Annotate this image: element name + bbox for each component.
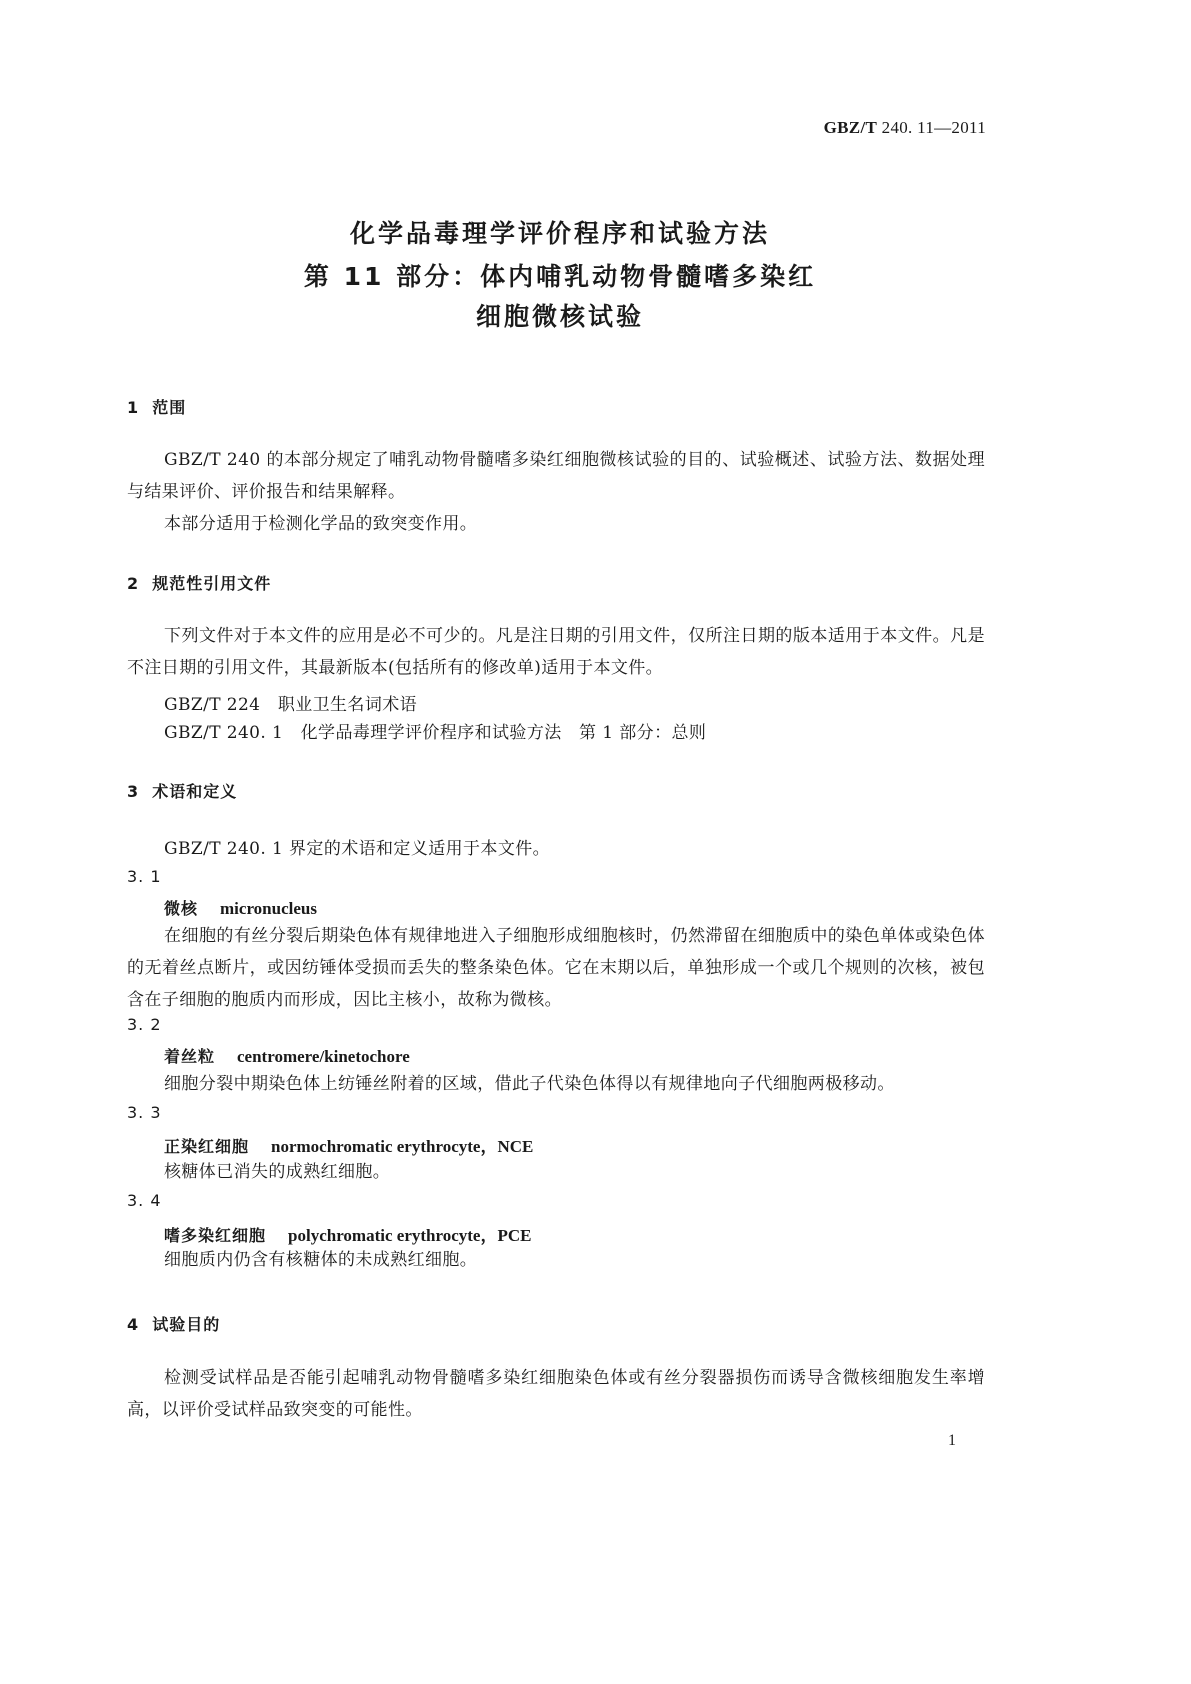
title-line-3: 细胞微核试验 — [475, 302, 644, 331]
section-2-intro-text: 下列文件对于本文件的应用是必不可少的。凡是注日期的引用文件，仅所注日期的版本适用于本文件。凡是不注日期的引用文件，其最新版本(包括所有的修改单)适用于本文件。 — [127, 626, 985, 678]
standard-code-prefix: GBZ/T — [823, 118, 878, 137]
section-1-heading: 1 范围 — [127, 398, 187, 417]
section-1-paragraph — [127, 444, 985, 540]
section-4-heading: 4 试验目的 — [127, 1315, 221, 1334]
normative-reference-2: GBZ/T 240. 1 化学品毒理学评价程序和试验方法 第 1 部分：总则 — [164, 723, 707, 743]
title-line-2: 第 11 部分：体内哺乳动物骨髓嗜多染红 — [303, 262, 817, 291]
section-2-paragraph — [127, 620, 985, 684]
term-number: 3. 4 — [127, 1191, 162, 1210]
section-2-heading: 2 规范性引用文件 — [127, 574, 272, 593]
term-definition: 细胞质内仍含有核糖体的未成熟红细胞。 — [164, 1250, 478, 1270]
normative-reference-1: GBZ/T 224 职业卫生名词术语 — [164, 695, 418, 715]
term-name-zh: 着丝粒 — [164, 1047, 216, 1066]
term-name-zh: 微核 — [164, 899, 199, 918]
term-definition: 核糖体已消失的成熟红细胞。 — [164, 1162, 391, 1182]
term-name-en: micronucleus — [220, 899, 317, 918]
standard-code-number: 240. 11—2011 — [877, 118, 986, 137]
term-name-zh: 正染红细胞 — [164, 1137, 250, 1156]
title-line-1: 化学品毒理学评价程序和试验方法 — [349, 219, 770, 248]
section-1-applicability-text: 本部分适用于检测化学品的致突变作用。 — [164, 514, 478, 534]
section-4-paragraph: 检测受试样品是否能引起哺乳动物骨髓嗜多染红细胞染色体或有丝分裂器损伤而诱导含微核细胞发生率增高，以评价受试样品致突变的可能性。 — [127, 1368, 985, 1420]
term-definition: 细胞分裂中期染色体上纺锤丝附着的区域，借此子代染色体得以有规律地向子代细胞两极移动。 — [164, 1074, 895, 1094]
term-number: 3. 3 — [127, 1103, 162, 1122]
term-heading — [164, 1044, 410, 1067]
term-name-en: normochromatic erythrocyte，NCE — [271, 1137, 534, 1156]
section-3-heading: 3 术语和定义 — [127, 782, 238, 801]
section-3-intro: GBZ/T 240. 1 界定的术语和定义适用于本文件。 — [164, 839, 551, 859]
section-1-scope-text: GBZ/T 240 的本部分规定了哺乳动物骨髓嗜多染红细胞微核试验的目的、试验概述、试验方法、数据处理与结果评价、评价报告和结果解释。 — [127, 450, 985, 502]
page-number: 1 — [948, 1432, 956, 1449]
term-number: 3. 1 — [127, 867, 162, 886]
term-name-en: polychromatic erythrocyte，PCE — [288, 1226, 532, 1245]
term-definition: 在细胞的有丝分裂后期染色体有规律地进入子细胞形成细胞核时，仍然滞留在细胞质中的染色单体或染色体的无着丝点断片，或因纺锤体受损而丢失的整条染色体。它在末期以后，单独形成一个或几个规则的次核，被包含在子细胞的胞质内而形成，因比主核小，故称为微核。 — [127, 926, 985, 1010]
term-name-en: centromere/kinetochore — [237, 1047, 410, 1066]
term-heading — [164, 1221, 531, 1246]
term-heading — [164, 896, 317, 919]
term-name-zh: 嗜多染红细胞 — [164, 1226, 267, 1245]
term-number: 3. 2 — [127, 1015, 162, 1034]
term-heading — [164, 1132, 533, 1157]
standard-code — [824, 118, 986, 138]
